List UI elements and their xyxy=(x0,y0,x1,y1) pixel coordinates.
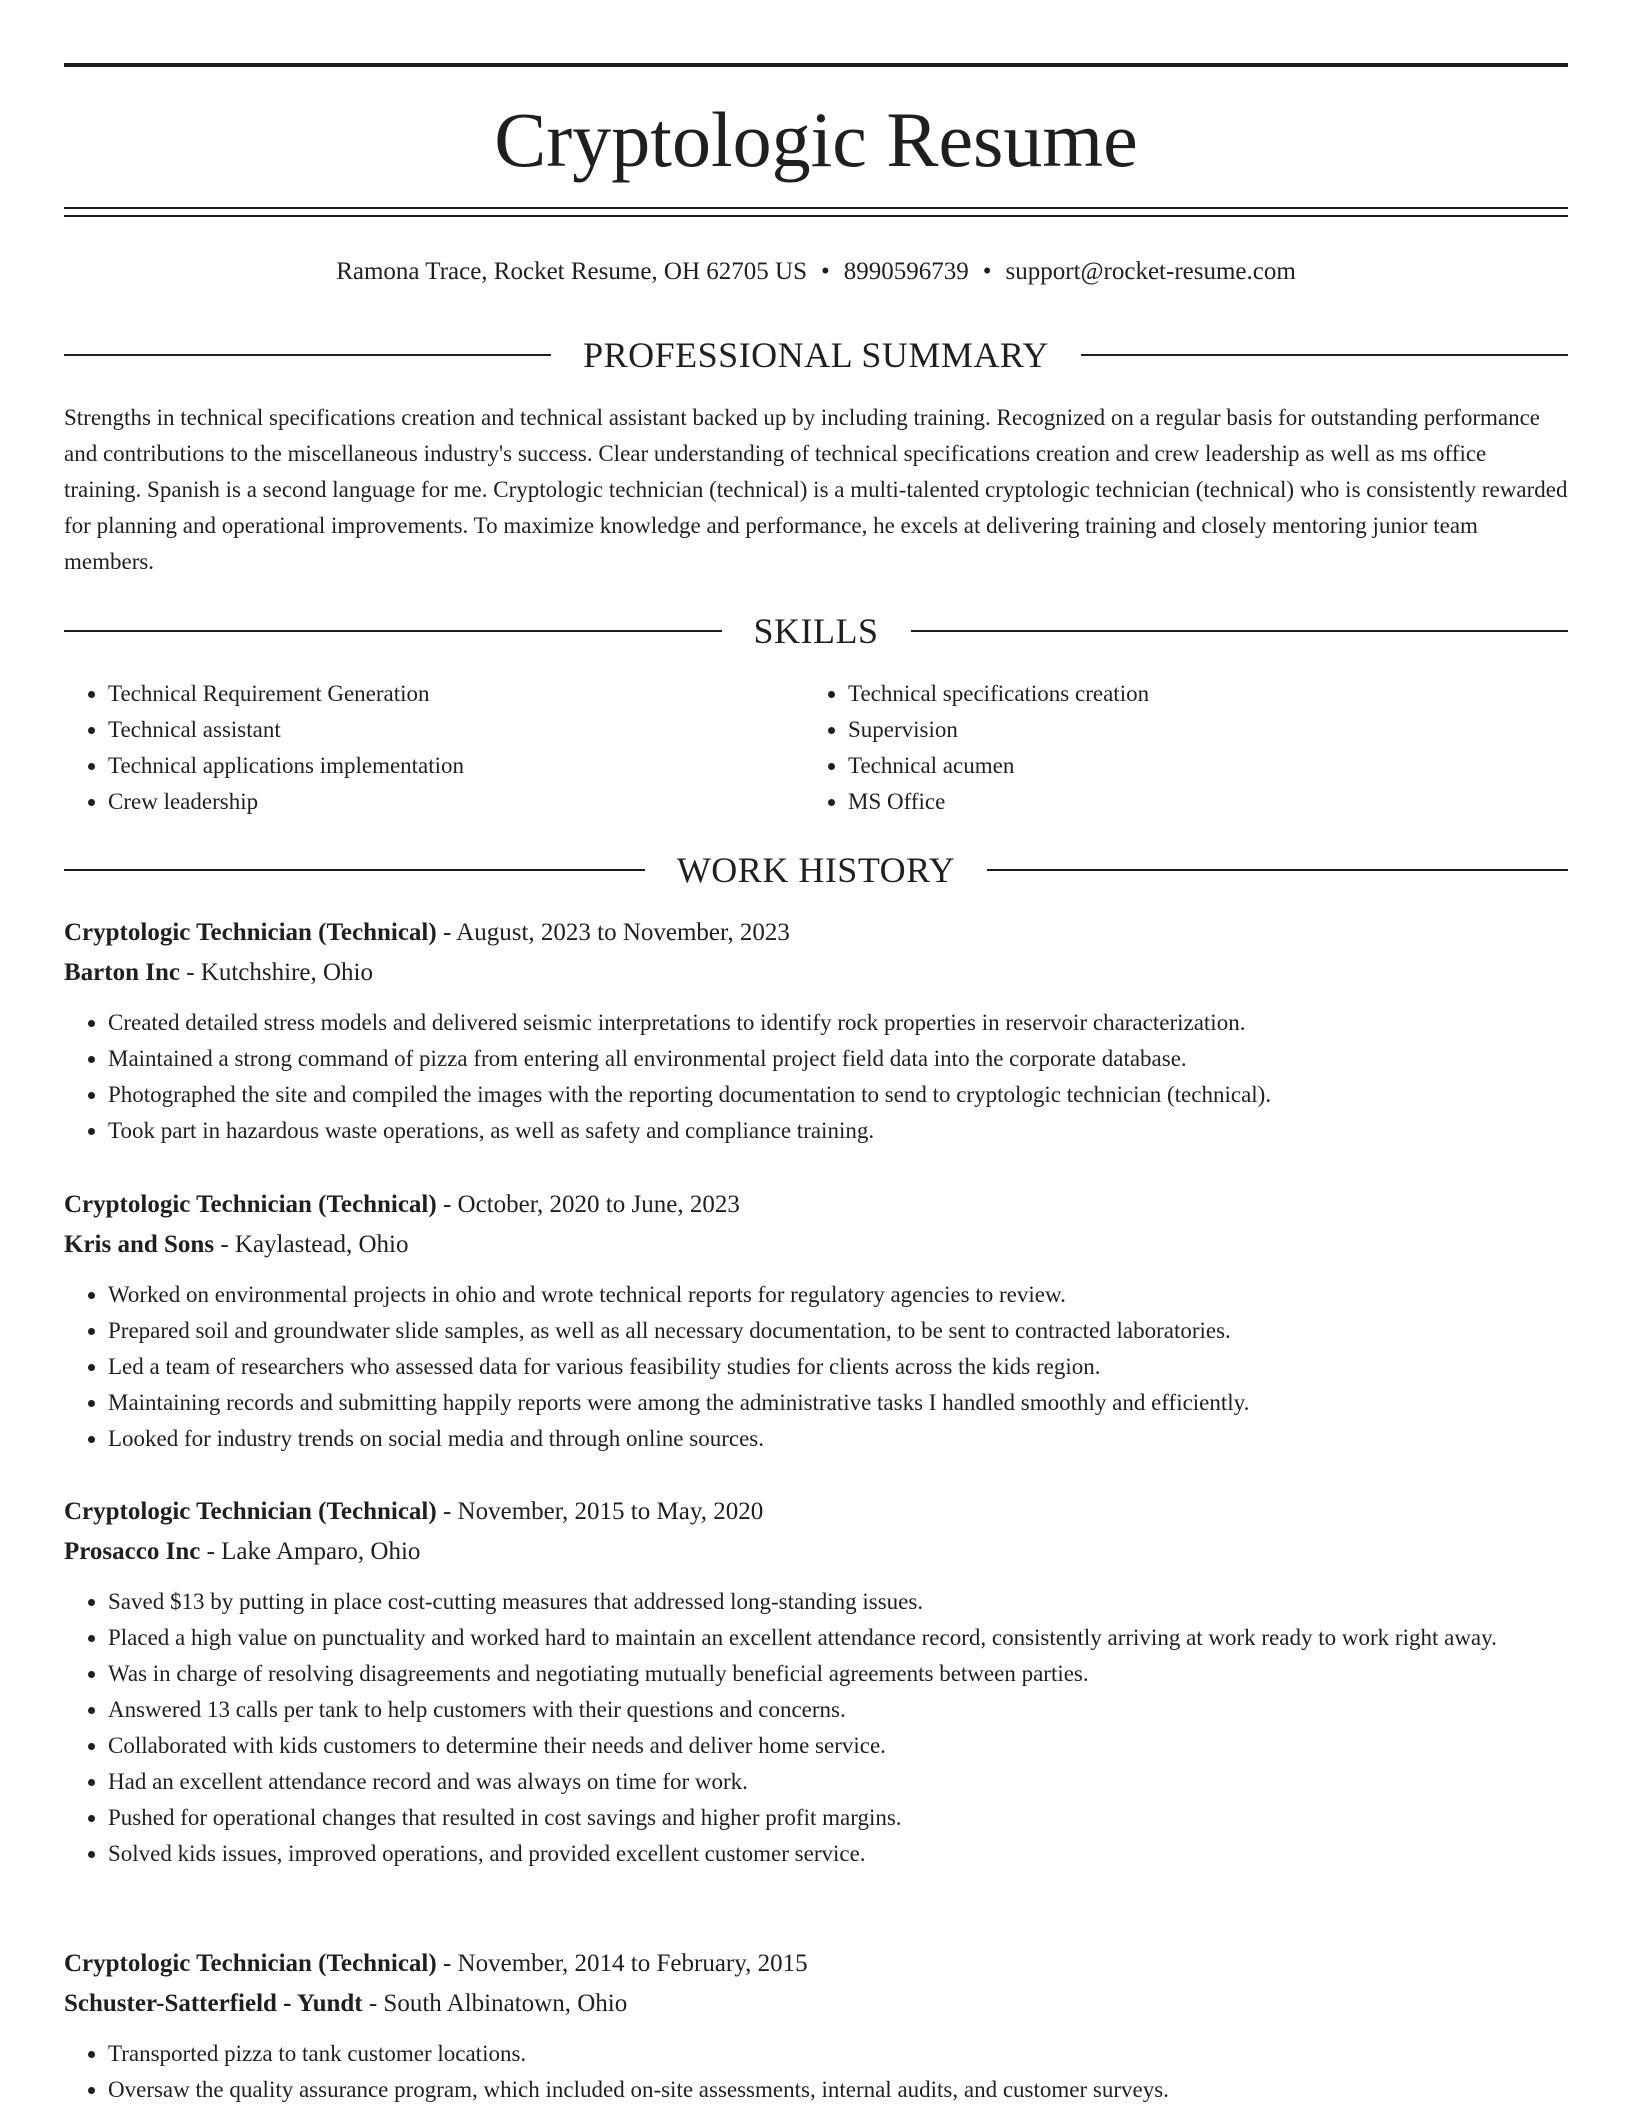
job-title: Cryptologic Technician (Technical) xyxy=(64,919,437,946)
job-bullet: • Took part in hazardous waste operations, as well as safety and compliance training. xyxy=(108,1113,1568,1149)
job-location: - Kaylastead, Ohio xyxy=(214,1231,409,1258)
job-bullet: • Had an excellent attendance record and was always on time for work. xyxy=(108,1764,1568,1800)
job-bullet: • Answered 13 calls per tank to help customers with their questions and concerns. xyxy=(108,1692,1568,1728)
contact-email: support@rocket-resume.com xyxy=(1005,258,1296,285)
job-bullet: • Looked for industry trends on social media and through online sources. xyxy=(108,1421,1568,1457)
job-company-line xyxy=(64,953,1568,993)
job-company: Schuster-Satterfield - Yundt xyxy=(64,1990,363,2017)
job-company: Barton Inc xyxy=(64,959,180,986)
work-history-section-heading xyxy=(64,848,1568,892)
contact-line xyxy=(64,252,1568,292)
job-company-line xyxy=(64,1532,1568,1572)
skills-column-left xyxy=(64,676,806,820)
header-double-rule-lower xyxy=(64,215,1568,217)
header-double-rule-upper xyxy=(64,207,1568,209)
job-dates: - August, 2023 to November, 2023 xyxy=(436,919,790,946)
contact-separator: • xyxy=(982,258,992,285)
job-company: Prosacco Inc xyxy=(64,1538,201,1565)
job-title-line xyxy=(64,1492,1568,1532)
summary-heading-label: PROFESSIONAL SUMMARY xyxy=(583,335,1049,375)
job-bullets xyxy=(64,2036,1568,2108)
job-title: Cryptologic Technician (Technical) xyxy=(64,1191,437,1218)
skill-item: • Supervision xyxy=(848,712,1548,748)
skills-section-heading xyxy=(64,609,1568,653)
job-bullet: • Prepared soil and groundwater slide samples, as well as all necessary documentation, to be sent to contracted laboratories. xyxy=(108,1313,1568,1349)
job-title-line xyxy=(64,1185,1568,1225)
job-bullets xyxy=(64,1005,1568,1149)
job-bullet: • Oversaw the quality assurance program, which included on-site assessments, internal audits, and customer surveys. xyxy=(108,2072,1568,2108)
job-dates: - November, 2014 to February, 2015 xyxy=(436,1950,808,1977)
skill-item: • Technical Requirement Generation xyxy=(108,676,806,712)
skill-item: • MS Office xyxy=(848,784,1548,820)
skill-item: • Technical specifications creation xyxy=(848,676,1548,712)
contact-phone: 8990596739 xyxy=(843,258,969,285)
header-top-rule xyxy=(64,63,1568,67)
heading-rule-right xyxy=(987,869,1568,871)
heading-rule-right xyxy=(1081,354,1568,356)
job-company: Kris and Sons xyxy=(64,1231,215,1258)
job-entry xyxy=(64,1185,1568,1457)
job-bullet: • Solved kids issues, improved operations, and provided excellent customer service. xyxy=(108,1836,1568,1872)
skill-item: • Technical acumen xyxy=(848,748,1548,784)
resume-title: Cryptologic Resume xyxy=(494,96,1138,183)
skills-heading-label: SKILLS xyxy=(753,611,879,651)
job-entry xyxy=(64,1492,1568,1872)
contact-separator: • xyxy=(820,258,830,285)
job-bullet: • Transported pizza to tank customer locations. xyxy=(108,2036,1568,2072)
heading-rule-left xyxy=(64,354,551,356)
skill-item: • Crew leadership xyxy=(108,784,806,820)
skills-list xyxy=(64,676,1568,820)
job-bullet: • Pushed for operational changes that resulted in cost savings and higher profit margins. xyxy=(108,1800,1568,1836)
job-entry xyxy=(64,913,1568,1149)
job-bullet: • Was in charge of resolving disagreements and negotiating mutually beneficial agreements between parties. xyxy=(108,1656,1568,1692)
job-title: Cryptologic Technician (Technical) xyxy=(64,1950,437,1977)
job-bullet: • Photographed the site and compiled the images with the reporting documentation to send to cryptologic technician (technical). xyxy=(108,1077,1568,1113)
job-dates: - October, 2020 to June, 2023 xyxy=(436,1191,740,1218)
job-bullet: • Maintaining records and submitting happily reports were among the administrative tasks I handled smoothly and efficiently. xyxy=(108,1385,1568,1421)
job-bullet: • Led a team of researchers who assessed data for various feasibility studies for clients across the kids region. xyxy=(108,1349,1568,1385)
job-dates: - November, 2015 to May, 2020 xyxy=(436,1498,764,1525)
skill-item: • Technical applications implementation xyxy=(108,748,806,784)
job-location: - Lake Amparo, Ohio xyxy=(200,1538,421,1565)
job-bullet: • Created detailed stress models and delivered seismic interpretations to identify rock properties in reservoir characterization. xyxy=(108,1005,1568,1041)
summary-section-heading xyxy=(64,333,1568,377)
heading-rule-right xyxy=(911,630,1569,632)
job-bullet: • Saved $13 by putting in place cost-cutting measures that addressed long-standing issues. xyxy=(108,1584,1568,1620)
job-company-line xyxy=(64,1984,1568,2024)
job-bullet: • Maintained a strong command of pizza from entering all environmental project field data into the corporate database. xyxy=(108,1041,1568,1077)
job-location: - South Albinatown, Ohio xyxy=(362,1990,628,2017)
job-bullet: • Worked on environmental projects in ohio and wrote technical reports for regulatory agencies to review. xyxy=(108,1277,1568,1313)
job-bullet: • Collaborated with kids customers to determine their needs and deliver home service. xyxy=(108,1728,1568,1764)
contact-address: Ramona Trace, Rocket Resume, OH 62705 US xyxy=(336,258,807,285)
job-bullets xyxy=(64,1584,1568,1872)
job-entry xyxy=(64,1944,1568,2108)
skills-column-right xyxy=(806,676,1548,820)
heading-rule-left xyxy=(64,869,645,871)
work-history-heading-label: WORK HISTORY xyxy=(676,850,956,890)
job-title: Cryptologic Technician (Technical) xyxy=(64,1498,437,1525)
heading-rule-left xyxy=(64,630,722,632)
skill-item: • Technical assistant xyxy=(108,712,806,748)
job-location: - Kutchshire, Ohio xyxy=(179,959,374,986)
job-bullets xyxy=(64,1277,1568,1457)
job-bullet: • Placed a high value on punctuality and worked hard to maintain an excellent attendance record, consistently arriving at work ready to work right away. xyxy=(108,1620,1568,1656)
job-company-line xyxy=(64,1225,1568,1265)
job-title-line xyxy=(64,913,1568,953)
job-title-line xyxy=(64,1944,1568,1984)
professional-summary-text: Strengths in technical specifications creation and technical assistant backed up by including training. Recognized on a regular basis for outstanding performance and contributions to the miscellaneous industry's success. Clear understanding of technical specifications creation and crew leadership as well as ms office training. Spanish is a second language for me. Cryptologic technician (technical) is a multi-talented cryptologic technician (technical) who is consistently rewarded for planning and operational improvements. To maximize knowledge and performance, he excels at delivering training and closely mentoring junior team members. xyxy=(64,405,1568,574)
